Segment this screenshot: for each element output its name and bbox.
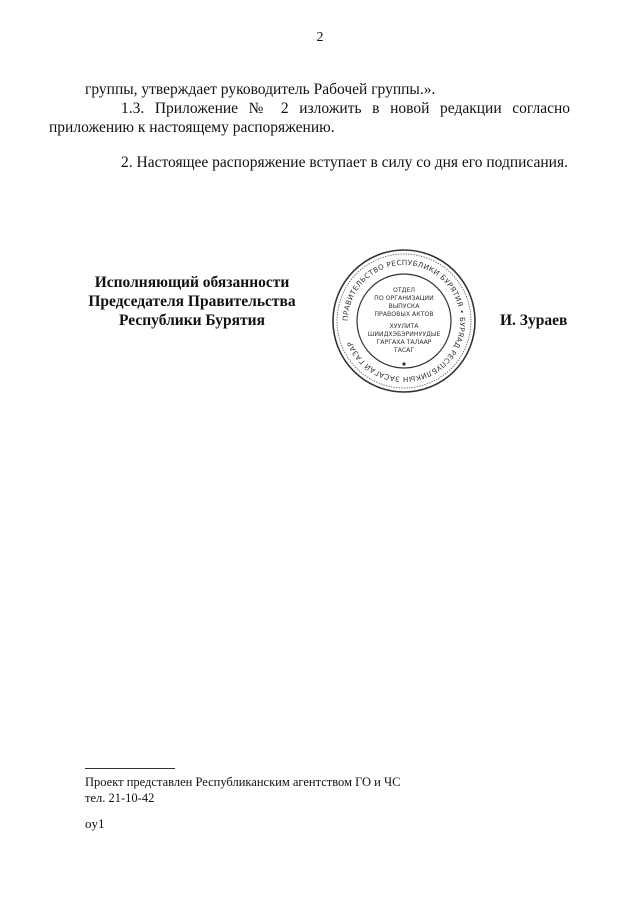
seal-line-2: ПО ОРГАНИЗАЦИИ bbox=[374, 295, 434, 302]
footnote-line2: тел. 21-10-42 bbox=[85, 791, 155, 805]
paragraph-item-2: 2. Настоящее распоряжение вступает в силу со дня его подписания. bbox=[121, 154, 568, 171]
signer-title-line3: Республики Бурятия bbox=[119, 312, 265, 329]
seal-line-3: ВЫПУСКА bbox=[388, 303, 420, 310]
seal-outer-circle bbox=[333, 250, 475, 392]
seal-line-4: ПРАВОВЫХ АКТОВ bbox=[374, 311, 434, 318]
paragraph-continuation: группы, утверждает руководитель Рабочей группы.». bbox=[85, 81, 436, 98]
page-number: 2 bbox=[316, 30, 324, 45]
signer-title-line2: Председателя Правительства bbox=[88, 293, 296, 310]
seal-star-icon bbox=[402, 362, 405, 365]
footnote-divider bbox=[85, 768, 175, 769]
paragraph-item-1-3-line2: приложению к настоящему распоряжению. bbox=[49, 119, 335, 136]
seal-line-5: ХУУЛИТА bbox=[389, 323, 419, 330]
footnote-line1: Проект представлен Республиканским агентством ГО и ЧС bbox=[85, 775, 401, 789]
official-seal bbox=[331, 248, 477, 394]
paragraph-item-1-3-line1: 1.3. Приложение № 2 изложить в новой редакции согласно bbox=[121, 100, 570, 117]
signer-title-line1: Исполняющий обязанности bbox=[94, 274, 290, 291]
seal-line-8: ТАСАГ bbox=[393, 347, 415, 354]
seal-line-7: ГАРГАХА ТАЛААР bbox=[376, 339, 432, 346]
seal-ring-text: ПРАВИТЕЛЬСТВО РЕСПУБЛИКИ БУРЯТИЯ • БУРЯАД РЕСПУБЛИКЫН ЗАСАГАЙ ГАЗАР bbox=[340, 257, 468, 385]
footnote bbox=[85, 774, 400, 806]
seal-line-1: ОТДЕЛ bbox=[392, 287, 416, 294]
signer-name: И. Зураев bbox=[500, 312, 568, 329]
signer-title bbox=[72, 273, 312, 330]
document-code: oy1 bbox=[85, 816, 105, 831]
seal-line-6: ШИИДХЭБЭРИНУУДЫЕ bbox=[367, 331, 441, 338]
paragraph-item-1-3 bbox=[49, 99, 570, 137]
